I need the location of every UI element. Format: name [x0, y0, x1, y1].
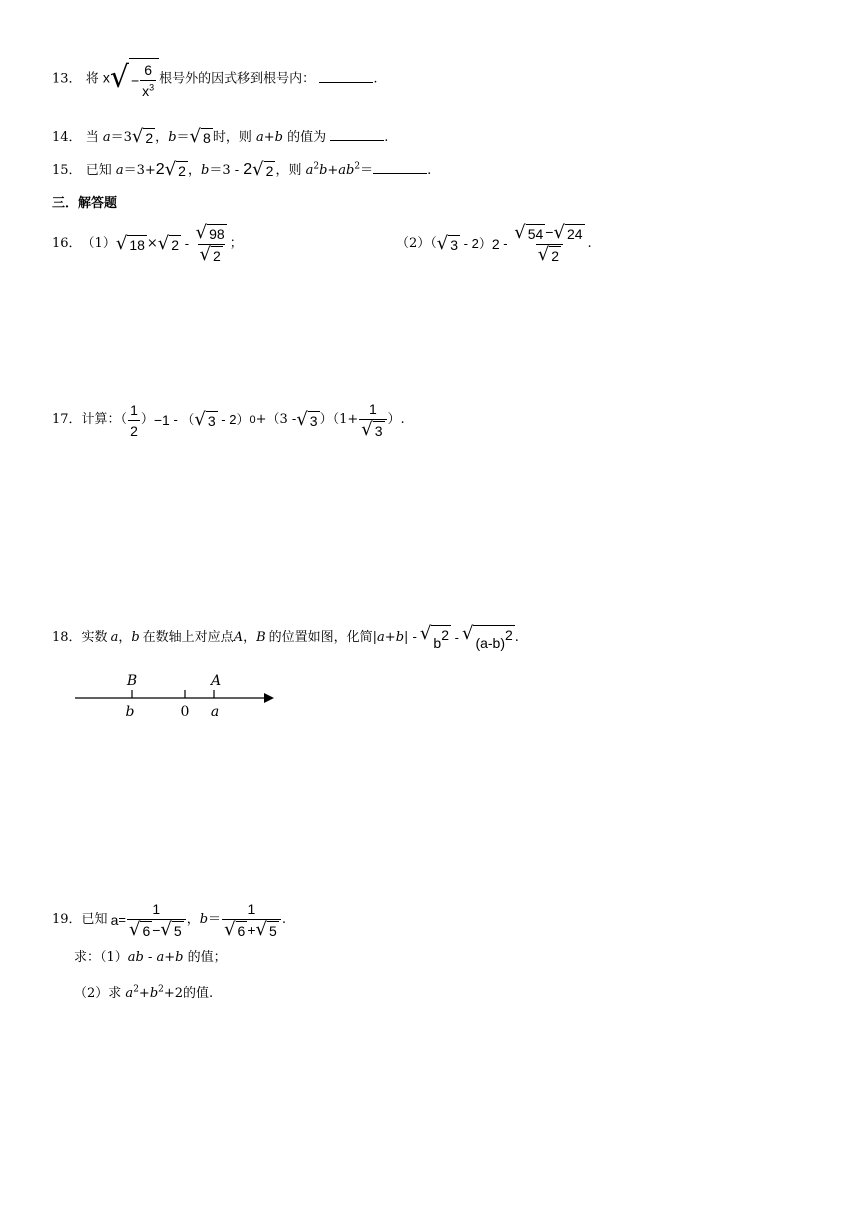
radical: √ 2: [164, 159, 186, 180]
fraction: √ 98 √ 2: [195, 221, 225, 266]
fraction: √ 54 − √ 24 √ 2: [514, 221, 583, 266]
tick-label-a: a: [210, 704, 220, 720]
question-17: 17． 计算：（ $\frac{1}{2}$ ） −1 - （ √ 3 - 2） 0 +（3 - √ 3 ）（1+ 1 √ 3 ）.: [52, 400, 405, 441]
radical: √ (a-b)2: [461, 622, 513, 651]
radical: √ 3: [194, 408, 216, 430]
answer-blank[interactable]: [319, 82, 373, 83]
question-19: 19． 已知 a = 1 √ 6 − √ 5 ， b ＝ 1 √ 6 + √ 5 .: [52, 900, 286, 941]
question-number: 15．: [52, 163, 82, 178]
answer-blank[interactable]: [330, 140, 384, 141]
question-19-part-1: 求：（1）ab - a+b 的值；: [74, 950, 227, 965]
question-14: 14． 当 a＝3 √ 2 ，b＝ √ 8 时，则 a+b 的值为 .: [52, 126, 389, 147]
radical: √ b2: [419, 622, 449, 651]
tick-label-b: b: [125, 704, 135, 720]
fraction: $\frac{6}{x^3}$: [142, 62, 155, 99]
radical: √ 2: [131, 126, 154, 147]
radical: √ 2: [252, 159, 274, 180]
question-number: 14．: [52, 130, 82, 145]
arrow-head: [264, 693, 274, 703]
question-15: 15． 已知 a＝3+2 √ 2 ，b＝3 - 2 √ 2 ，则 $a^2b+ab^2=$ .: [52, 159, 432, 180]
section-heading: 三．解答题: [52, 196, 118, 211]
question-number: 16．: [52, 236, 82, 251]
radical: √ 2: [157, 232, 180, 254]
radical: √ 3: [436, 232, 459, 254]
answer-blank[interactable]: [373, 173, 427, 174]
question-16-part-2: （2）（ √ 3 - 2） 2 - √ 54 − √ 24 √ 2 .: [396, 221, 592, 266]
radical-expression: √ − $\frac{6}{x^3}$: [110, 58, 159, 100]
question-13: 13． 将 x √ − $\frac{6}{x^3}$ 根号外的因式移到根号内： .: [52, 60, 378, 99]
question-number: 17．: [52, 412, 82, 427]
question-18: 18． 实数 a ， b 在数轴上对应点 A ， B 的位置如图，化简| a+b | - √ b2 - √ (a-b)2 .: [52, 622, 519, 651]
radical: √ 3: [296, 408, 318, 430]
fraction: 1 √ 6 + √ 5: [222, 900, 281, 941]
radical: √ 18: [115, 232, 145, 254]
question-number: 13．: [52, 71, 82, 87]
label-A: A: [210, 673, 222, 689]
question-16-part-1: 16． （1） √ 18 × √ 2 - √ 98 √ 2 ；: [52, 221, 243, 266]
radical: √ 8: [189, 126, 211, 147]
fraction: $\frac{1}{2}$: [130, 401, 138, 439]
question-number: 18．: [52, 630, 82, 645]
question-number: 19．: [52, 912, 82, 927]
fraction: 1 √ 6 − √ 5: [127, 900, 186, 941]
question-19-part-2: （2）求 $a^2+b^2+2$的值.: [74, 984, 214, 1001]
fraction: 1 √ 3: [359, 400, 386, 441]
tick-label-0: 0: [180, 704, 190, 720]
number-line: [70, 668, 280, 720]
label-B: B: [126, 673, 138, 689]
